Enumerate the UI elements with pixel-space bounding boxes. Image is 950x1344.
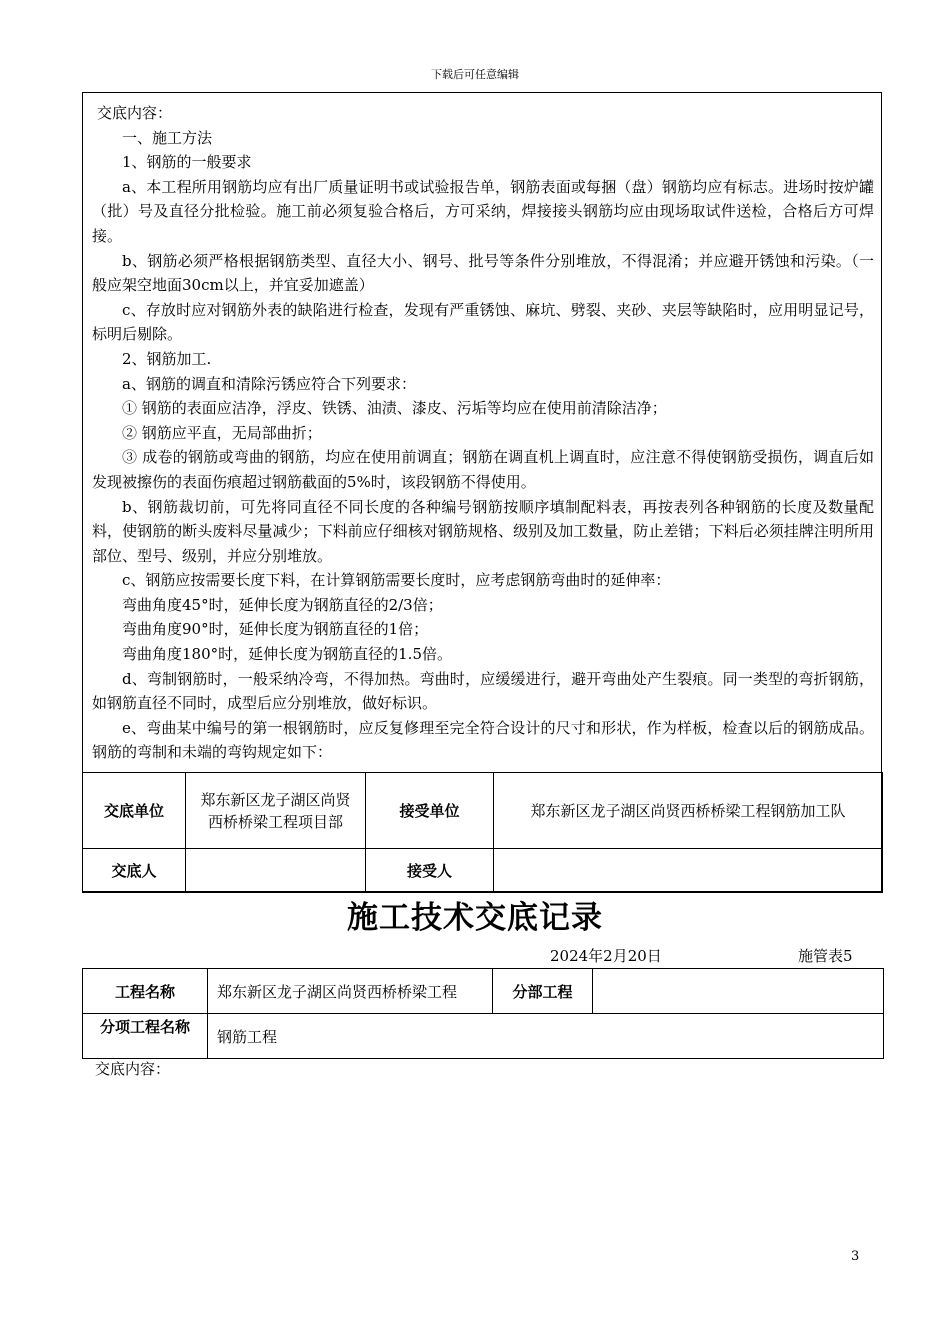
paragraph: ② 钢筋应平直，无局部曲折； — [122, 423, 322, 442]
page-header-note: 下载后可任意编辑 — [431, 68, 519, 81]
paragraph: ③ 成卷的钢筋或弯曲的钢筋，均应在使用前调直；钢筋在调直机上调直时，应注意不得使钢筋受损伤，调直后如发现被擦伤的表面伤痕超过钢筋截面的5%时，该段钢筋不得使用。 — [92, 448, 874, 491]
division-value — [593, 969, 884, 1014]
record-date: 2024年2月20日 — [550, 947, 662, 965]
paragraph: 弯曲角度90°时，延伸长度为钢筋直径的1倍； — [122, 620, 429, 639]
receive-unit-label: 接受单位 — [366, 773, 494, 849]
paragraph: ① 钢筋的表面应洁净，浮皮、铁锈、油渍、漆皮、污垢等均应在使用前清除洁净； — [122, 399, 667, 418]
division-label: 分部工程 — [493, 969, 593, 1014]
project-name-label: 工程名称 — [83, 969, 208, 1014]
content-label-2: 交底内容： — [95, 1060, 171, 1078]
paragraph: c、存放时应对钢筋外表的缺陷进行检查，发现有严重锈蚀、麻坑、劈裂、夹砂、夹层等缺陷时，应用明显记号，标明后剔除。 — [92, 300, 874, 344]
paragraph: c、钢筋应按需要长度下料，在计算钢筋需要长度时，应考虑钢筋弯曲时的延伸率： — [122, 571, 671, 590]
project-name-value: 郑东新区龙子湖区尚贤西桥桥梁工程 — [208, 969, 493, 1014]
form-number: 施管表5 — [798, 947, 853, 965]
paragraph: 一、施工方法 — [122, 128, 213, 147]
receiver-label: 接受人 — [366, 849, 494, 893]
disclose-unit-value: 郑东新区龙子湖区尚贤西桥桥梁工程项目部 — [186, 773, 366, 849]
disclose-unit-label: 交底单位 — [83, 773, 186, 849]
paragraph: a、钢筋的调直和清除污锈应符合下列要求： — [122, 374, 416, 393]
paragraph: b、钢筋必须严格根据钢筋类型、直径大小、钢号、批号等条件分别堆放，不得混淆；并应避开锈蚀和污染。（一般应架空地面30cm以上，并宜妥加遮盖） — [92, 251, 874, 295]
disclosure-content-box — [82, 92, 882, 892]
paragraph: 弯曲角度180°时，延伸长度为钢筋直径的1.5倍。 — [122, 645, 452, 664]
paragraph: 弯曲角度45°时，延伸长度为钢筋直径的2/3倍； — [122, 595, 443, 614]
discloser-value — [186, 849, 366, 893]
page-title: 施工技术交底记录 — [347, 900, 603, 936]
paragraph: e、弯曲某中编号的第一根钢筋时，应反复修理至完全符合设计的尺寸和形状，作为样板，检查以后的钢筋成品。钢筋的弯制和未端的弯钩规定如下： — [92, 718, 874, 762]
discloser-label: 交底人 — [83, 849, 186, 893]
paragraph: a、本工程所用钢筋均应有出厂质量证明书或试验报告单，钢筋表面或每捆（盘）钢筋均应有标志。进场时按炉罐（批）号及直径分批检验。施工前必须复验合格后，方可采纳，焊接接头钢筋均应由现场取试件送检，合格后方可焊接。 — [92, 177, 874, 245]
paragraph: 2、钢筋加工. — [122, 349, 212, 368]
receive-unit-value: 郑东新区龙子湖区尚贤西桥桥梁工程钢筋加工队 — [494, 773, 883, 849]
signature-table — [82, 772, 883, 893]
content-label: 交底内容： — [97, 104, 173, 122]
disclosure-content — [92, 101, 874, 765]
paragraph: 1、钢筋的一般要求 — [122, 153, 252, 172]
paragraph: b、钢筋裁切前，可先将同直径不同长度的各种编号钢筋按顺序填制配料表，再按表列各种钢筋的长度及数量配料，使钢筋的断头废料尽量减少；下料前应仔细核对钢筋规格、级别及加工数量，防止差错；下料后必须挂牌注明所用部位、型号、级别，并应分别堆放。 — [92, 497, 874, 565]
project-info-table — [82, 968, 884, 1059]
subitem-label: 分项工程名称 — [83, 1014, 208, 1059]
paragraph: d、弯制钢筋时，一般采纳冷弯，不得加热。弯曲时，应缓缓进行，避开弯曲处产生裂痕。同一类型的弯折钢筋，如钢筋直径不同时，成型后应分别堆放，做好标识。 — [92, 669, 874, 713]
receiver-value — [494, 849, 883, 893]
page-number: 3 — [851, 1249, 860, 1264]
subitem-value: 钢筋工程 — [208, 1014, 884, 1059]
